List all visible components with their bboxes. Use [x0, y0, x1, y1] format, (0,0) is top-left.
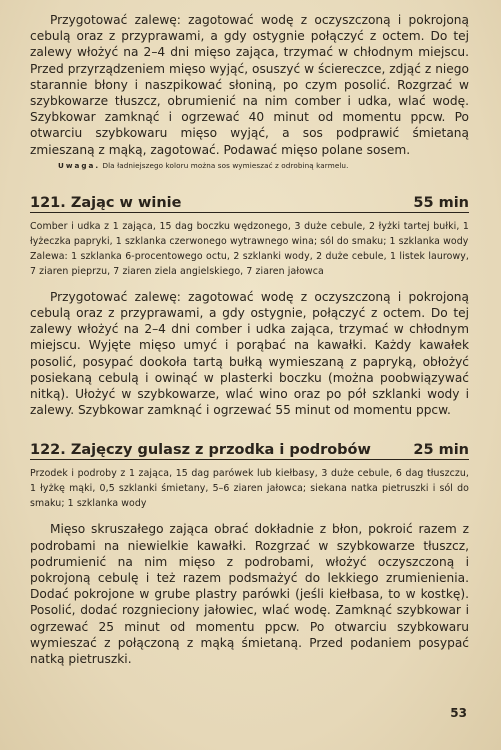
intro-note — [58, 161, 469, 171]
note-text: Dla ładniejszego koloru można sos wymieszać z odrobiną karmelu. — [102, 160, 349, 170]
recipe-title: Zając w winie — [70, 194, 182, 211]
recipe-header — [30, 195, 469, 213]
ingredients-list: Przodek i podroby z 1 zająca, 15 dag parówek lub kiełbasy, 3 duże cebule, 6 dag tłuszczu, 1 łyżkę mąki, 0,5 szklanki śmietany, 5–6 ziaren jałowca; siekana natka pietruszki i sól do smaku; 1 szklanka wody — [30, 468, 469, 510]
recipe-instructions: Przygotować zalewę: zagotować wodę z oczyszczoną i pokrojoną cebulą oraz z przyprawami, a gdy ostygnie, połączyć z octem. Do tej zalewy włożyć na 2–4 dni comber i udka zająca, trzymać w chłodnym miejscu. Wyjęte mięso umyć i porąbać na kawałki. Każdy kawałek posolić, posypać dookoła tartą bułką wymieszaną z papryką, obłożyć posiekaną cebulą i owinąć w plasterki boczku (można poobwiązywać nitką). Ułożyć w szybkowarze, wlać wino oraz po pół szklanki wody i zalewy. Szybkowar zamknąć i ogrzewać 55 minut od momentu ppcw. — [30, 289, 469, 418]
note-label: Uwaga. — [58, 160, 101, 170]
recipe-time: 25 min — [413, 442, 469, 459]
intro-section — [30, 12, 469, 171]
recipe-header — [30, 442, 469, 460]
ingredients-block — [30, 219, 469, 279]
recipe-122 — [30, 442, 469, 667]
recipe-time: 55 min — [413, 194, 469, 211]
ingredients-block — [30, 466, 469, 511]
ingredients-list: Comber i udka z 1 zająca, 15 dag boczku wędzonego, 3 duże cebule, 2 łyżki tartej bułki, 1 łyżeczka papryki, 1 szklanka czerwonego wytrawnego wina; sól do smaku; 1 szklanka wody — [30, 220, 469, 247]
recipe-title-group — [30, 195, 181, 211]
recipe-title: Zajęczy gulasz z przodka i podrobów — [70, 442, 371, 459]
marinade-list: Zalewa: 1 szklanka 6-procentowego octu, 2 szklanki wody, 2 duże cebule, 1 listek laurowy, 7 ziaren pieprzu, 7 ziaren ziela angielskiego, 7 ziaren jałowca — [30, 250, 469, 277]
intro-paragraph: Przygotować zalewę: zagotować wodę z oczyszczoną i pokrojoną cebulą oraz z przyprawami, a gdy ostygnie połączyć z octem. Do tej zalewy włożyć na 2–4 dni mięso zająca, trzymać w chłodnym miejscu. Przed przyrządzeniem mięso wyjąć, osuszyć w ściereczce, zdjąć z niego starannie błony i naszpikować słoniną, po czym posolić. Rozgrzać w szybkowarze tłuszcz, obrumienić na nim comber i udka, wlać wodę. Szybkowar zamknąć i ogrzewać 40 minut od momentu ppcw. Po otwarciu szybkowaru mięso wyjąć, a sos podprawić śmietaną zmieszaną z mąką, zagotować. Podawać mięso polane sosem. — [30, 13, 469, 157]
recipe-title-group — [30, 442, 371, 458]
recipe-121 — [30, 195, 469, 419]
page-number: 53 — [450, 706, 467, 720]
recipe-instructions: Mięso skruszałego zająca obrać dokładnie z błon, pokroić razem z podrobami na niewielkie kawałki. Rozgrzać w szybkowarze tłuszcz, podrumienić na nim mięso z podrobami, włożyć oczyszczoną i pokrojoną cebulę i też razem podsmażyć do lekkiego zrumienienia. Dodać pokrojone w grube plastry parówki (jeśli kiełbasa, to w kostkę). Posolić, dodać rozgnieciony jałowiec, wlać wodę. Zamknąć szybkowar i ogrzewać 25 minut od momentu ppcw. Po otwarciu szybkowaru wymieszać z połączoną z mąką śmietaną. Przed podaniem posypać natką pietruszki. — [30, 522, 469, 667]
recipe-number: 122. — [30, 442, 66, 459]
recipe-number: 121. — [30, 194, 66, 211]
